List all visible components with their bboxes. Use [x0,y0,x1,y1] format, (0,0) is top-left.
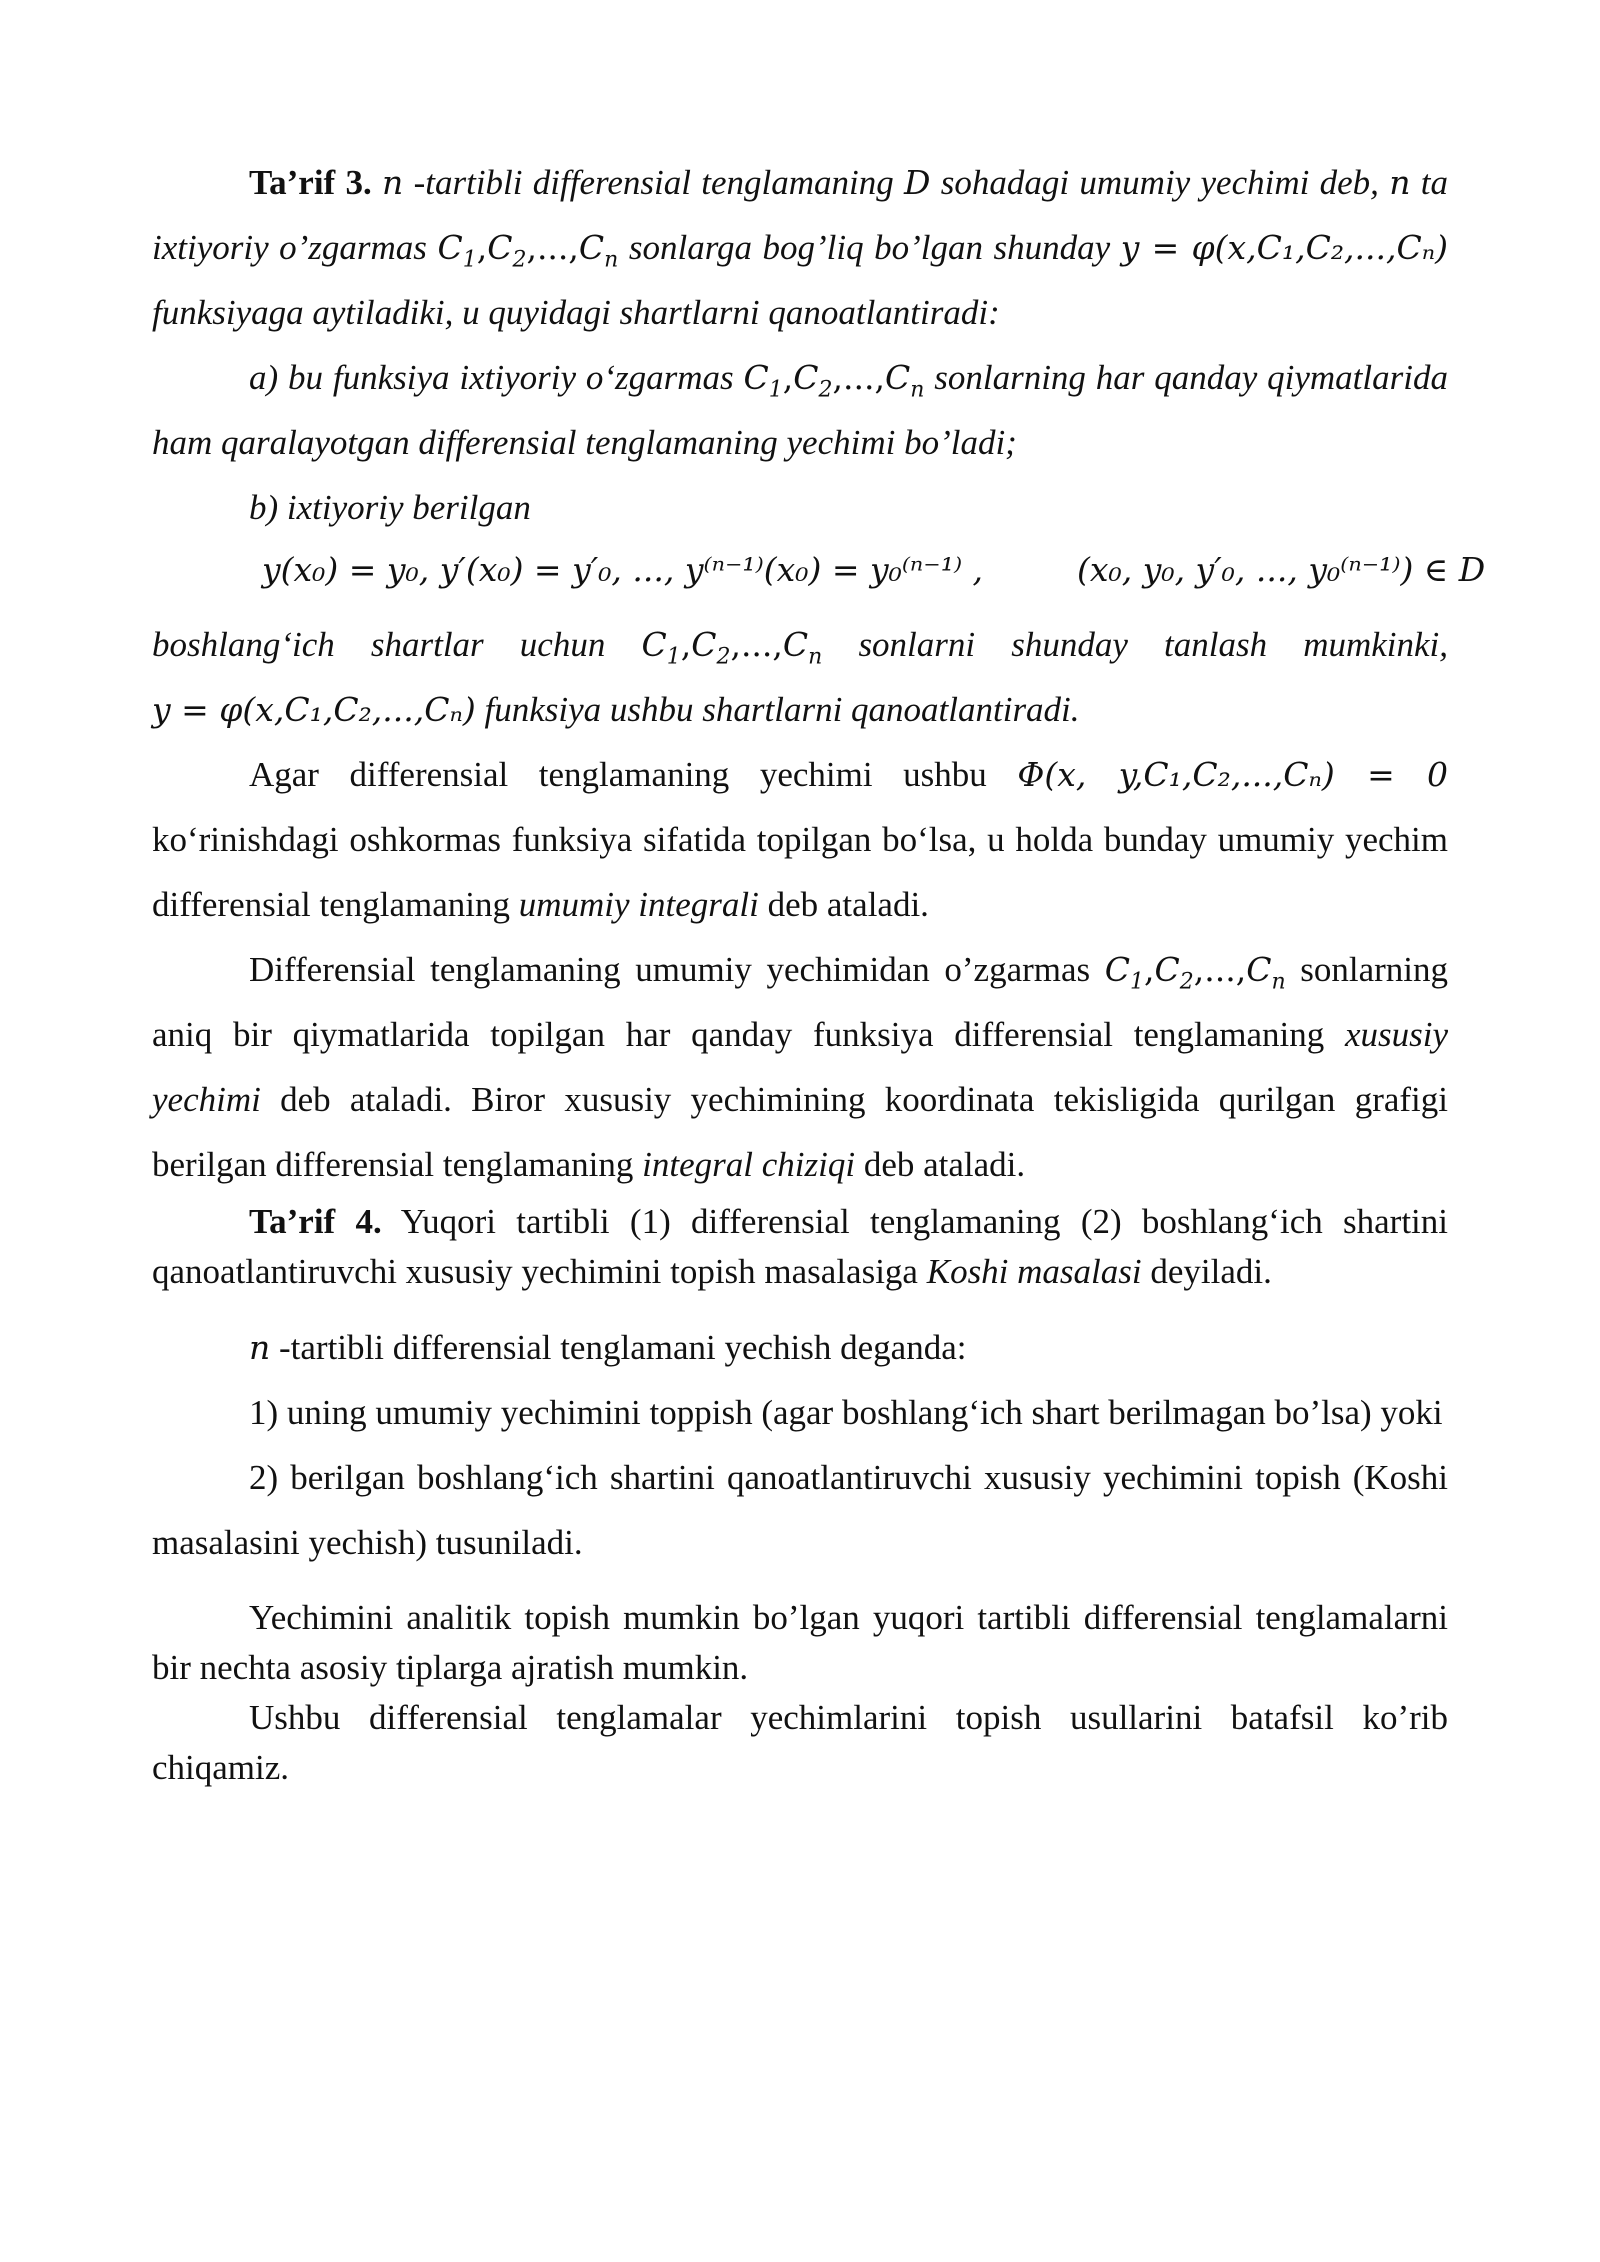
particular-solution-paragraph: Differensial tenglamaning umumiy yechimidan o’zgarmas $C_1,C_2,...,C_n$ sonlarning aniq bir qiymatlarida topilgan har qanday funksiya differensial tenglamaning xususiy yechimi deb ataladi. Biror xususiy yechimining koordinata tekisligida qurilgan grafigi berilgan differensial tenglamaning integral chiziqi deb ataladi. [152,950,1448,1184]
term-particular-solution: xususiy yechimi [152,1015,1448,1119]
solving-intro: n -tartibli differensial tenglamani yechish deganda: [249,1328,967,1367]
initial-conditions-text: boshlang‘ich shartlar uchun $C_1,C_2,...,C_n$ sonlarni shunday tanlash mumkinki, y = φ(x,C₁,C₂,...,Cₙ) funksiya ushbu shartlarni qanoatlantiradi. [152,625,1449,729]
math-n: n [382,163,404,202]
math-constants: $C_1,C_2,...,C_n$ [437,228,619,273]
math-general-solution: y = φ(x,C₁,C₂,...,Cₙ) [1120,228,1448,267]
condition-a: a) bu funksiya ixtiyoriy o‘zgarmas $C_1,C_2,...,C_n$ sonlarning har qanday qiymatlarida ham qaralayotgan differensial tenglamaning yechimi bo’ladi; [152,358,1448,462]
solving-item-2: 2) berilgan boshlang‘ich shartini qanoatlantiruvchi xususiy yechimini topish (Koshi masalasini yechish) tusuniladi. [152,1458,1448,1562]
initial-conditions-equation [152,540,1486,612]
term-general-integral: umumiy integrali [518,885,759,924]
term-integral-curve: integral chiziqi [642,1145,856,1184]
closing-paragraph-1: Yechimini analitik topish mumkin bo’lgan yuqori tartibli differensial tenglamalarni bir nechta asosiy tiplarga ajratish mumkin. [152,1598,1448,1687]
general-integral-paragraph: Agar differensial tenglamaning yechimi ushbu Φ(x, y,C₁,C₂,...,Cₙ) = 0 ko‘rinishdagi oshkormas funksiya sifatida topilgan bo‘lsa, u holda bunday umumiy yechim differensial tenglamaning umumiy integrali deb ataladi. [152,755,1448,924]
definition-4-title: Ta’rif 4. [249,1202,382,1241]
document-page [152,150,1486,1793]
math-domain-d: D [904,163,931,202]
domain-condition: (x₀, y₀, y′₀, ..., y₀⁽ⁿ⁻¹⁾) ∈ D [1077,550,1486,589]
initial-conditions: y(x₀) = y₀, y′(x₀) = y′₀, ..., y⁽ⁿ⁻¹⁾(x₀) = y₀⁽ⁿ⁻¹⁾ , [262,550,984,589]
math-constants: $C_1,C_2,...,C_n$ [1104,950,1286,995]
solving-item-1: 1) uning umumiy yechimini toppish (agar boshlang‘ich shart berilmagan bo’lsa) yoki [249,1393,1443,1432]
term-cauchy-problem: Koshi masalasi [926,1252,1142,1291]
math-constants: $C_1,C_2,...,C_n$ [641,625,823,670]
math-constants: $C_1,C_2,...,C_n$ [743,358,925,403]
closing-paragraph-2: Ushbu differensial tenglamalar yechimlarini topish usullarini batafsil ko’rib chiqamiz. [152,1698,1448,1787]
definition-4-paragraph: Ta’rif 4. Yuqori tartibli (1) differensial tenglamaning (2) boshlang‘ich shartini qanoatlantiruvchi xususiy yechimini topish masalasiga Koshi masalasi deyiladi. [152,1202,1448,1291]
condition-b: b) ixtiyoriy berilgan [249,488,531,527]
math-implicit-function: Φ(x, y,C₁,C₂,...,Cₙ) = 0 [1017,755,1448,794]
definition-3-title: Ta’rif 3. [249,163,372,202]
definition-3-paragraph: Ta’rif 3. n -tartibli differensial tenglamaning D sohadagi umumiy yechimi deb, n ta ixtiyoriy o’zgarmas $C_1,C_2,...,C_n$ sonlarga bog’liq bo’lgan shunday y = φ(x,C₁,C₂,...,Cₙ) funksiyaga aytiladiki, u quyidagi shartlarni qanoatlantiradi: [152,163,1448,332]
